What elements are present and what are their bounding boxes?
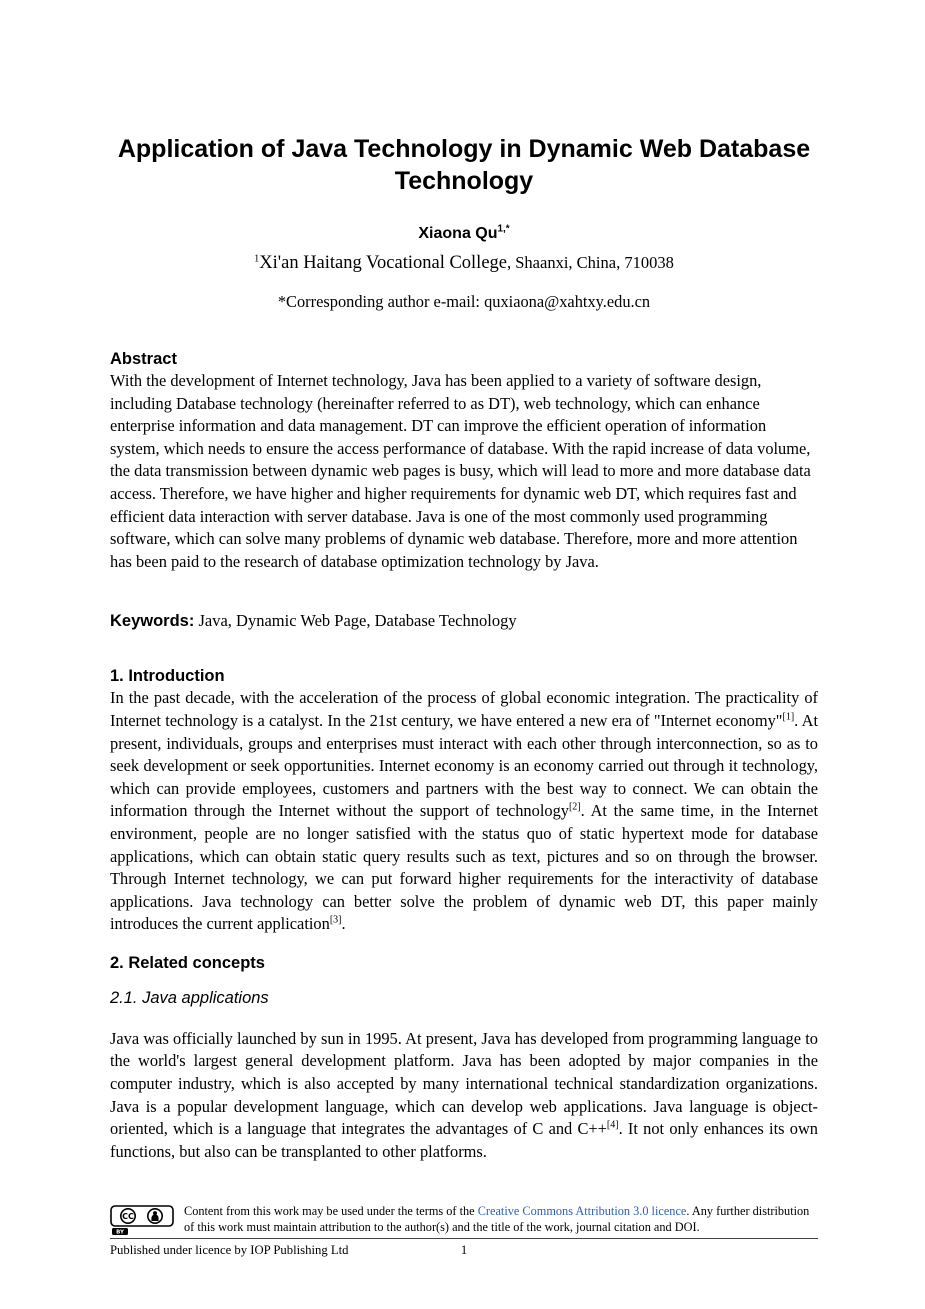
license-text <box>184 1204 818 1235</box>
page-number: 1 <box>460 1243 468 1258</box>
paragraph-text: . At the same time, in the Internet environment, people are no longer satisfied with the status quo of static hypertext mode for database applications, which can obtain static query results such as text, pictures and so on through the browser. Through Internet technology, we can put forward higher requirements for the interactivity of database applications. Java technology can better solve the problem of dynamic web DT, this paper mainly introduces the current application <box>110 801 819 934</box>
license-text-pre: Content from this work may be used under the terms of the <box>184 1204 478 1219</box>
corresponding-author-line: *Corresponding author e-mail: quxiaona@xahtxy.edu.cn <box>277 292 651 311</box>
paragraph-text: . <box>341 914 346 934</box>
keywords-label: Keywords: <box>110 612 195 631</box>
citation-ref-1: [1] <box>782 711 795 723</box>
affiliation-line <box>110 253 818 274</box>
license-text-post: . Any further distribution of this work must maintain attribution to the author(s) and the title of the work, journal citation and DOI. <box>184 1204 810 1234</box>
abstract-text: With the development of Internet technology, Java has been applied to a variety of software design, including Database technology (hereinafter referred to as DT), web technology, which can enhance enterprise information and data management. DT can improve the efficient operation of information system, which needs to ensure the access performance of database. With the rapid increase of data volume, the data transmission between dynamic web pages is busy, which will lead to more and more database data access. Therefore, we have higher and higher requirements for dynamic web DT, which requires fast and efficient data interaction with server database. Java is one of the most commonly used programming software, which can solve many problems of dynamic web database. Therefore, more and more attention has been paid to the research of database optimization technology by Java. <box>110 371 811 571</box>
paragraph-text: Java was officially launched by sun in 1995. At present, Java has developed from programming language to the world's largest general development platform. Java has been adopted by major companies in the computer industry, which is also accepted by many international technical standardization organizations. Java is a popular development language, which can develop web applications. Java language is object-oriented, which is a language that integrates the advantages of C and C++ <box>110 1028 818 1139</box>
cc-by-badge <box>110 1205 174 1235</box>
citation-ref-4: [4] <box>606 1119 619 1131</box>
affiliation-location: , Shaanxi, China, 710038 <box>507 253 674 272</box>
citation-ref-2: [2] <box>568 801 581 813</box>
affiliation-name: Xi'an Haitang Vocational College <box>259 253 507 273</box>
cc-license-link[interactable]: Creative Commons Attribution 3.0 licence <box>477 1204 687 1219</box>
section-2-1-paragraph <box>110 1028 818 1164</box>
cc-letters: CC <box>122 1212 134 1222</box>
footer-divider <box>110 1238 818 1239</box>
paper-content <box>110 0 818 1163</box>
author-affiliation-marker: 1,* <box>497 223 510 235</box>
keywords-text: Java, Dynamic Web Page, Database Technology <box>194 611 517 631</box>
publisher-row <box>110 1243 818 1259</box>
paragraph-text: . At present, individuals, groups and enterprises must interact with each other through interconnection, so as to seek development or seek opportunities. Internet economy is an economy carried out through it technology, which can provide employees, customers and partners with the best way to connect. We can obtain the information through the Internet without the support of technology <box>110 710 819 821</box>
author-line <box>110 225 818 243</box>
paragraph-text: . It not only enhances its own functions, but also can be transplanted to other platforms. <box>110 1119 818 1161</box>
abstract-heading: Abstract <box>110 350 177 368</box>
section-1-heading: 1. Introduction <box>110 667 225 686</box>
publisher-note: Published under licence by IOP Publishing Ltd <box>110 1243 349 1258</box>
paragraph-text: In the past decade, with the acceleration of the process of global economic integration. The practicality of Internet technology is a catalyst. In the 21st century, we have entered a new era of "Internet economy" <box>110 688 818 730</box>
section-2-1-heading: 2.1. Java applications <box>110 988 269 1007</box>
author-name: Xiaona Qu <box>418 225 498 242</box>
affiliation-marker: 1 <box>254 253 260 265</box>
paper-title: Application of Java Technology in Dynamic Web Database Technology <box>117 135 811 195</box>
keywords-line <box>110 611 818 631</box>
section-1-paragraph <box>110 687 818 936</box>
section-2-heading: 2. Related concepts <box>110 953 265 972</box>
page-footer <box>110 1204 818 1259</box>
by-letters: BY <box>116 1229 124 1236</box>
citation-ref-3: [3] <box>329 914 342 926</box>
license-row <box>110 1204 818 1235</box>
